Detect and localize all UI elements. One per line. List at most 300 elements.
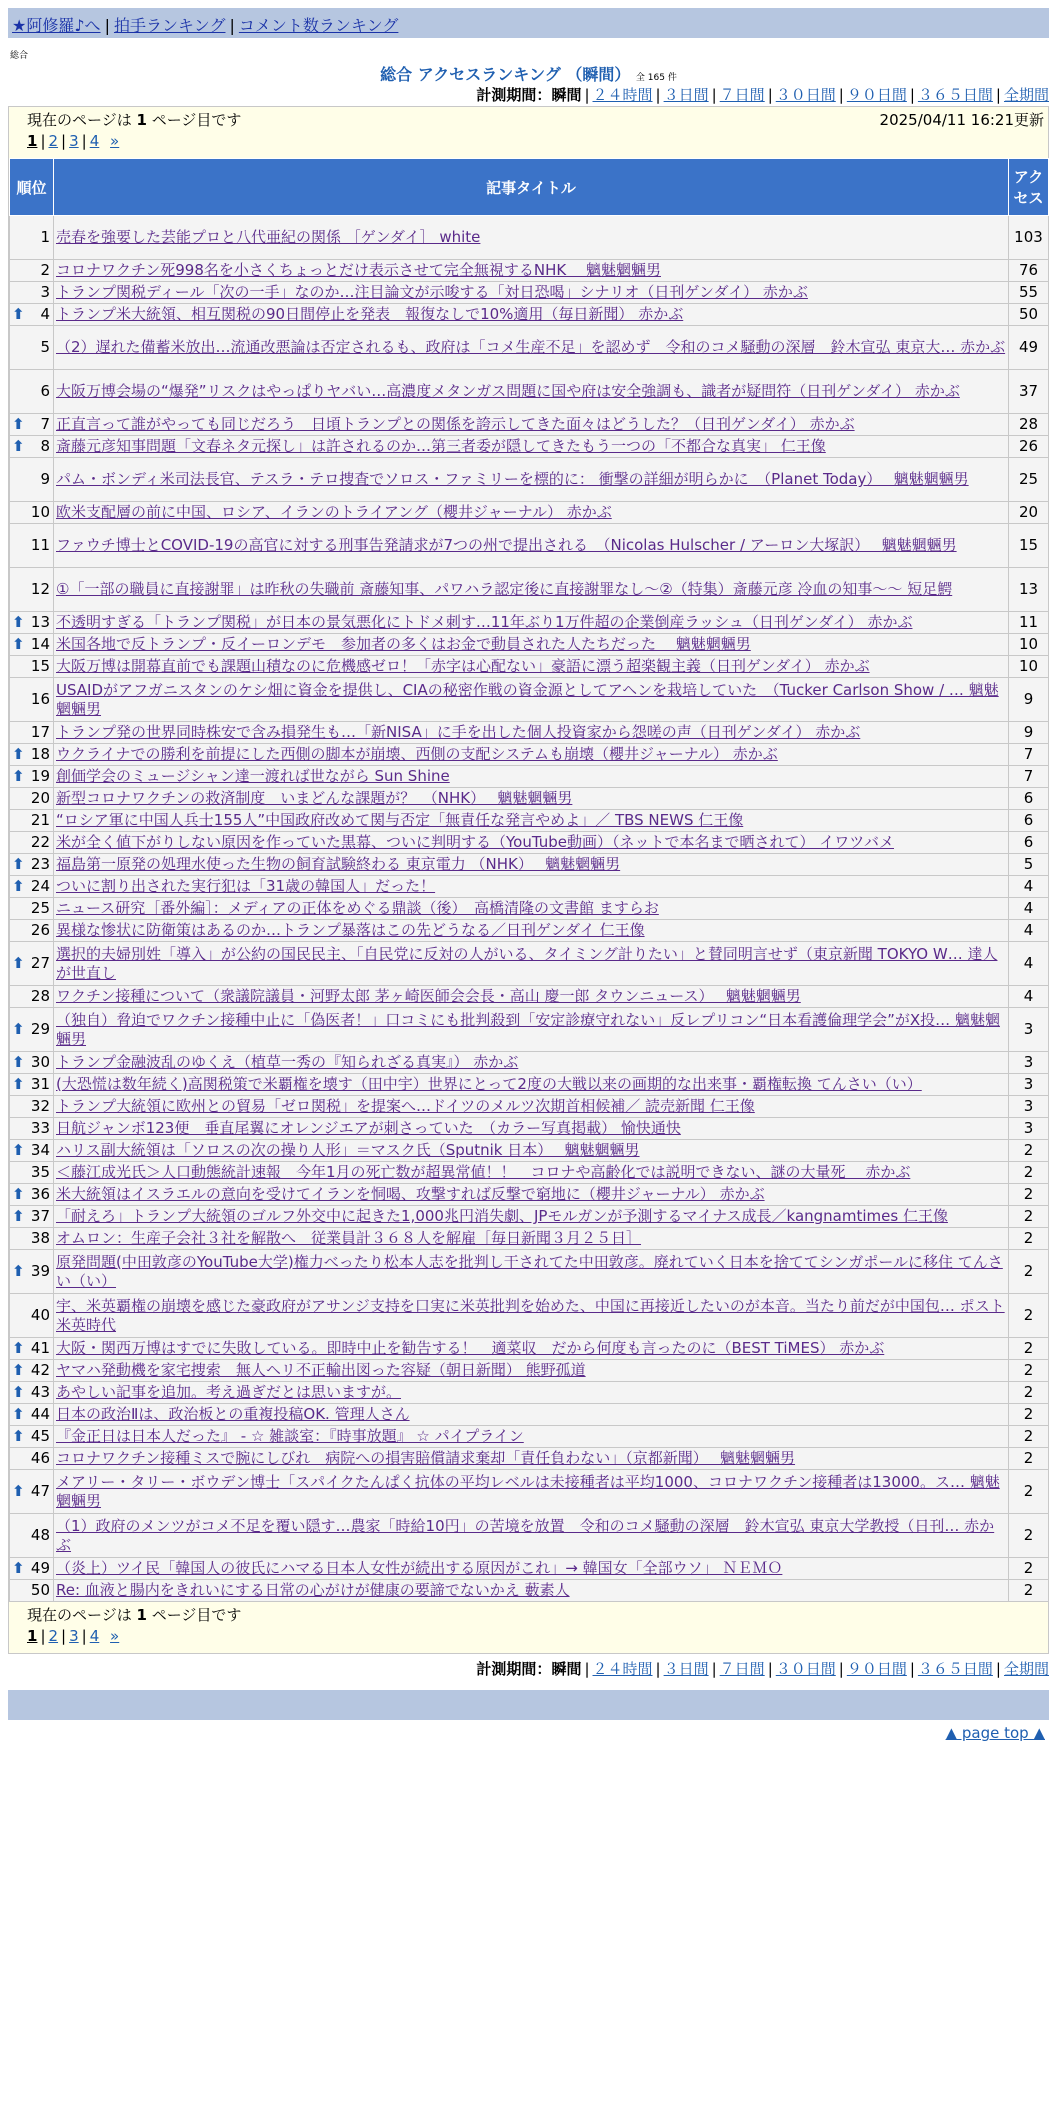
nav-applause-ranking-link[interactable]: 拍手ランキング (113, 16, 226, 35)
article-title-link[interactable]: あやしい記事を追加。考え過ぎだとは思いますが。 (56, 1383, 402, 1401)
access-count-cell: 4 (1009, 986, 1049, 1008)
access-count-cell: 6 (1009, 788, 1049, 810)
table-row (10, 1184, 1049, 1206)
rank-number: 14 (30, 635, 50, 653)
title-cell (54, 260, 1009, 282)
up-arrow-icon: ⬆ (12, 437, 25, 455)
current-page-number: 1 (136, 111, 147, 129)
period-option-link[interactable]: ９０日間 (846, 86, 907, 104)
rank-number: 47 (30, 1482, 50, 1500)
updated-timestamp: 2025/04/11 16:21更新 (879, 111, 1044, 129)
access-count-cell: 26 (1009, 436, 1049, 458)
access-count-cell: 5 (1009, 854, 1049, 876)
separator: | (655, 86, 661, 104)
pagination (27, 1627, 1042, 1645)
up-arrow-icon: ⬆ (12, 954, 25, 972)
article-title-link[interactable]: 不透明すぎる「トランプ関税」が日本の景気悪化にトドメ刺す…11年ぶり1万件超の企業倒産ラッシュ（日刊ゲンダイ） 赤かぶ (56, 613, 913, 631)
article-title-link[interactable]: トランプ金融波乱のゆくえ（植草一秀の『知られざる真実』） 赤かぶ (56, 1053, 519, 1071)
period-label: 計測期間： (476, 1660, 552, 1678)
pagination-next-link[interactable]: » (110, 132, 120, 150)
access-count-cell: 9 (1009, 678, 1049, 722)
title-cell (54, 832, 1009, 854)
rank-cell (10, 568, 54, 612)
table-row (10, 326, 1049, 370)
article-title-link[interactable]: (大恐慌は数年続く)高関税策で米覇権を壊す（田中宇）世界にとって2度の大戦以来の画期的な出来事・覇権転換 てんさい（い） (56, 1075, 922, 1093)
article-title-link[interactable]: 大阪・関西万博はすでに失敗している。即時中止を勧告する！ 適菜収 だから何度も言ったのに（BEST TiMES） 赤かぶ (56, 1339, 885, 1357)
separator: | (838, 86, 844, 104)
access-count-cell: 4 (1009, 898, 1049, 920)
rank-cell (10, 1580, 54, 1602)
separator: | (767, 1660, 773, 1678)
access-count-cell: 2 (1009, 1448, 1049, 1470)
up-arrow-icon: ⬆ (12, 1383, 25, 1401)
article-title-link[interactable]: トランプ大統領に欧州との貿易「ゼロ関税」を提案へ…ドイツのメルツ次期首相候補／ 読売新聞 仁王像 (56, 1097, 755, 1115)
access-count-cell: 37 (1009, 370, 1049, 414)
rank-cell (10, 722, 54, 744)
period-selector (8, 84, 1049, 106)
access-count-cell: 25 (1009, 458, 1049, 502)
table-row (10, 634, 1049, 656)
rank-number: 15 (30, 657, 50, 675)
rank-cell (10, 1074, 54, 1096)
period-current: 瞬間 (551, 1660, 582, 1678)
rank-number: 18 (30, 745, 50, 763)
article-title-link[interactable]: （2）遅れた備蓄米放出…流通改悪論は否定されるも、政府は「コメ生産不足」を認めず 令和のコメ騒動の深層 鈴木宣弘 東京大… 赤かぶ (56, 338, 1006, 356)
rank-cell (10, 832, 54, 854)
table-row (10, 854, 1049, 876)
rank-cell (10, 370, 54, 414)
rank-cell (10, 304, 54, 326)
title-cell (54, 1184, 1009, 1206)
separator: | (711, 1660, 717, 1678)
period-option-link[interactable]: 全期間 (1003, 86, 1049, 104)
access-count-cell: 3 (1009, 1008, 1049, 1052)
access-count-cell: 10 (1009, 656, 1049, 678)
pagination-link[interactable]: 2 (48, 132, 59, 150)
rank-number: 20 (30, 789, 50, 807)
rank-cell (10, 744, 54, 766)
rank-cell (10, 326, 54, 370)
up-arrow-icon: ⬆ (12, 1262, 25, 1280)
up-arrow-icon: ⬆ (12, 1482, 25, 1500)
current-page-number: 1 (136, 1606, 147, 1624)
article-title-link[interactable]: ＜藤江成光氏＞人口動態統計速報 今年1月の死亡数が超異常値！！ コロナや高齢化では説明できない、謎の大量死 赤かぶ (56, 1163, 911, 1181)
up-arrow-icon: ⬆ (12, 1559, 25, 1577)
rank-number: 2 (40, 261, 50, 279)
period-option-link[interactable]: ３０日間 (775, 1660, 836, 1678)
title-cell (54, 1206, 1009, 1228)
article-title-link[interactable]: ヤマハ発動機を家宅捜索 無人ヘリ不正輸出図った容疑（朝日新聞） 熊野孤道 (56, 1361, 586, 1379)
rank-cell (10, 1514, 54, 1558)
table-row (10, 722, 1049, 744)
access-count-cell: 2 (1009, 1360, 1049, 1382)
article-title-link[interactable]: トランプ関税ディール「次の一手」なのか…注目論文が示唆する「対日恐喝」シナリオ（日刊ゲンダイ） 赤かぶ (56, 283, 808, 301)
period-option-link[interactable]: ３６５日間 (917, 1660, 993, 1678)
access-count-cell: 55 (1009, 282, 1049, 304)
article-title-link[interactable]: 欧米支配層の前に中国、ロシア、イランのトライアング（櫻井ジャーナル） 赤かぶ (56, 503, 612, 521)
table-row (10, 986, 1049, 1008)
title-cell (54, 216, 1009, 260)
period-option-link[interactable]: ３０日間 (775, 86, 836, 104)
top-nav-bar: ★阿修羅♪へ | 拍手ランキング | コメント数ランキング (8, 8, 1049, 38)
table-row (10, 1404, 1049, 1426)
rank-cell (10, 1294, 54, 1338)
separator: | (995, 1660, 1001, 1678)
access-count-cell: 2 (1009, 1140, 1049, 1162)
rank-number: 4 (40, 305, 50, 323)
access-count-cell: 6 (1009, 810, 1049, 832)
separator: | (767, 86, 773, 104)
rank-number: 8 (40, 437, 50, 455)
article-title-link[interactable]: 異様な惨状に防衛策はあるのか…トランプ暴落はこの先どうなる／日刊ゲンダイ 仁王像 (56, 921, 645, 939)
article-title-link[interactable]: 日本の政治Ⅱは、政治板との重複投稿OK. 管理人さん (56, 1405, 410, 1423)
up-arrow-icon: ⬆ (12, 1339, 25, 1357)
rank-number: 11 (30, 536, 50, 554)
nav-comment-ranking-link[interactable]: コメント数ランキング (238, 16, 399, 35)
access-count-cell: 7 (1009, 744, 1049, 766)
article-title-link[interactable]: パム・ボンディ米司法長官、テスラ・テロ捜査でソロス・ファミリーを標的に： 衝撃の詳細が明らかに （Planet Today） 魑魅魍魎男 (56, 470, 969, 488)
rank-cell (10, 1228, 54, 1250)
rank-cell (10, 1008, 54, 1052)
separator: | (81, 132, 87, 150)
table-row (10, 1514, 1049, 1558)
article-title-link[interactable]: メアリー・タリー・ボウデン博士「スパイクたんぱく抗体の平均レベルは未接種者は平均1000、コロナワクチン接種者は13000。ス… 魑魅魍魎男 (56, 1472, 1000, 1510)
title-cell (54, 1514, 1009, 1558)
access-count-cell: 2 (1009, 1206, 1049, 1228)
rank-number: 46 (30, 1449, 50, 1467)
title-cell (54, 1382, 1009, 1404)
rank-number: 5 (40, 338, 50, 356)
rank-cell (10, 436, 54, 458)
title-cell (54, 502, 1009, 524)
page-top-link[interactable]: ▲ page top ▲ (945, 1724, 1045, 1742)
separator (102, 1627, 107, 1645)
article-title-link[interactable]: ワクチン接種について（衆議院議員・河野太郎 茅ヶ崎医師会会長・高山 慶一郎 タウンニュース） 魑魅魍魎男 (56, 987, 801, 1005)
separator: | (81, 1627, 87, 1645)
rank-number: 33 (30, 1119, 50, 1137)
article-title-link[interactable]: Re: 血液と腸内をきれいにする日常の心がけが健康の要諦でないかえ 藪素人 (56, 1581, 570, 1599)
rank-cell (10, 942, 54, 986)
table-row (10, 568, 1049, 612)
article-title-link[interactable]: コロナワクチン接種ミスで腕にしびれ 病院への損害賠償請求棄却「責任負わない」（京都新聞） 魑魅魍魎男 (56, 1449, 796, 1467)
article-title-link[interactable]: オムロン：生産子会社３社を解散へ 従業員計３６８人を解雇［毎日新聞３月２５日］ (56, 1229, 642, 1247)
table-row (10, 1118, 1049, 1140)
article-title-link[interactable]: ハリス副大統領は「ソロスの次の操り人形」＝マスク氏（Sputnik 日本） 魑魅魍魎男 (56, 1141, 640, 1159)
rank-number: 26 (30, 921, 50, 939)
article-title-link[interactable]: “ロシア軍に中国人兵士155人”中国政府改めて関与否定「無責任な発言やめよ」／ TBS NEWS 仁王像 (56, 811, 744, 829)
rank-cell (10, 1382, 54, 1404)
page-text-before: 現在のページは (27, 111, 137, 129)
article-title-link[interactable]: ①「一部の職員に直接謝罪」は昨秋の失職前 斎藤知事、パワハラ認定後に直接謝罪なし〜②（特集）斎藤元彦 冷血の知事〜〜 短足鰐 (56, 580, 953, 598)
separator: | (61, 1627, 67, 1645)
rank-number: 19 (30, 767, 50, 785)
access-count-cell: 13 (1009, 568, 1049, 612)
rank-cell (10, 216, 54, 260)
rank-cell (10, 766, 54, 788)
article-title-link[interactable]: 福島第一原発の処理水使った生物の飼育試験終わる 東京電力 （NHK） 魑魅魍魎男 (56, 855, 621, 873)
rank-number: 37 (30, 1207, 50, 1225)
separator: | (909, 86, 915, 104)
title-cell (54, 986, 1009, 1008)
table-row (10, 260, 1049, 282)
article-title-link[interactable]: 創価学会のミュージシャン達一渡れば世ながら Sun Shine (56, 767, 450, 785)
table-row (10, 414, 1049, 436)
article-title-link[interactable]: （炎上）ツイ民「韓国人の彼氏にハマる日本人女性が続出する原因がこれ」→ 韓国女「全部ウソ」 ＮＥＭＯ (56, 1559, 783, 1577)
title-cell (54, 1470, 1009, 1514)
access-count-cell: 3 (1009, 1118, 1049, 1140)
pagination-current: 1 (27, 132, 38, 150)
rank-number: 24 (30, 877, 50, 895)
rank-number: 6 (40, 382, 50, 400)
title-cell (54, 1580, 1009, 1602)
title-cell (54, 304, 1009, 326)
up-arrow-icon: ⬆ (12, 1185, 25, 1203)
separator (102, 132, 107, 150)
article-title-link[interactable]: ついに割り出された実行犯は「31歳の韓国人」だった！ (56, 877, 436, 895)
article-title-link[interactable]: 原発問題(中田敦彦のYouTube大学)権力べったり松本人志を批判し干されてた中田敦彦。廃れていく日本を捨ててシンガポールに移住 てんさい（い） (56, 1252, 1003, 1290)
page-title-text: 総合 アクセスランキング （瞬間） (380, 65, 631, 84)
table-row (10, 832, 1049, 854)
access-count-cell: 2 (1009, 1250, 1049, 1294)
table-row (10, 810, 1049, 832)
rank-cell (10, 898, 54, 920)
page-top-area (8, 1720, 1049, 1754)
table-row (10, 1360, 1049, 1382)
period-option-link[interactable]: ７日間 (719, 86, 765, 104)
rank-number: 27 (30, 954, 50, 972)
title-cell (54, 766, 1009, 788)
rank-cell (10, 1426, 54, 1448)
table-header-row (10, 159, 1049, 216)
rank-cell (10, 414, 54, 436)
article-title-link[interactable]: ウクライナでの勝利を前提にした西側の脚本が崩壊、西側の支配システムも崩壊（櫻井ジャーナル） 赤かぶ (56, 745, 778, 763)
rank-cell (10, 1096, 54, 1118)
period-option-link[interactable]: ３日間 (663, 1660, 709, 1678)
rank-number: 45 (30, 1427, 50, 1445)
table-row (10, 744, 1049, 766)
title-cell (54, 1096, 1009, 1118)
rank-number: 38 (30, 1229, 50, 1247)
access-count-cell: 2 (1009, 1294, 1049, 1338)
footer-bar (8, 1690, 1049, 1720)
up-arrow-icon: ⬆ (12, 1361, 25, 1379)
pagination-link[interactable]: 3 (69, 132, 79, 150)
separator: | (838, 1660, 844, 1678)
period-option-link[interactable]: ２４時間 (592, 1660, 653, 1678)
pagination-next-link[interactable]: » (110, 1627, 120, 1645)
article-title-link[interactable]: 米国各地で反トランプ・反イーロンデモ 参加者の多くはお金で動員された人たちだった 魑魅魍魎男 (56, 635, 751, 653)
title-cell (54, 1338, 1009, 1360)
article-title-link[interactable]: 選択的夫婦別姓「導入」が公約の国民民主、「自民党に反対の人がいる、タイミング計りたい」と賛同明言せず（東京新聞 TOKYO W… 達人が世直し (56, 944, 998, 982)
article-title-link[interactable]: 大阪万博は開幕直前でも課題山積なのに危機感ゼロ！「赤字は心配ない」豪語に漂う超楽観主義（日刊ゲンダイ） 赤かぶ (56, 657, 870, 675)
separator: | (40, 1627, 46, 1645)
access-count-cell: 3 (1009, 1096, 1049, 1118)
up-arrow-icon: ⬆ (12, 415, 25, 433)
separator: | (40, 132, 46, 150)
rank-cell (10, 1338, 54, 1360)
rank-number: 29 (30, 1020, 50, 1038)
title-cell (54, 458, 1009, 502)
title-cell (54, 876, 1009, 898)
pagination-link[interactable]: 3 (69, 1627, 79, 1645)
rank-number: 39 (30, 1262, 50, 1280)
rank-cell (10, 1184, 54, 1206)
access-count-cell: 11 (1009, 612, 1049, 634)
access-count-cell: 7 (1009, 766, 1049, 788)
rank-number: 7 (40, 415, 50, 433)
up-arrow-icon: ⬆ (12, 745, 25, 763)
article-title-link[interactable]: （1）政府のメンツがコメ不足を覆い隠す…農家「時給10円」の苦境を放置 令和のコメ騒動の深層 鈴木宣弘 東京大学教授（日刊… 赤かぶ (56, 1516, 995, 1554)
period-option-link[interactable]: ２４時間 (592, 86, 653, 104)
table-row (10, 1008, 1049, 1052)
article-title-link[interactable]: コロナワクチン死998名を小さくちょっとだけ表示させて完全無視するNHK 魑魅魍魎男 (56, 261, 661, 279)
article-title-link[interactable]: （独自）脅迫でワクチン接種中止に「偽医者！」口コミにも批判殺到「安定診療守れない」反レプリコン“日本看護倫理学会”がX投… 魑魅魍魎男 (56, 1010, 1000, 1048)
section-label: 総合 (10, 51, 29, 61)
article-title-link[interactable]: 米大統領はイスラエルの意向を受けてイランを恫喝、攻撃すれば反撃で窮地に（櫻井ジャーナル） 赤かぶ (56, 1185, 765, 1203)
nav-home-link[interactable]: ★阿修羅♪へ (12, 16, 101, 35)
separator: | (995, 86, 1001, 104)
access-count-cell: 4 (1009, 876, 1049, 898)
up-arrow-icon: ⬆ (12, 1020, 25, 1038)
separator: | (711, 86, 717, 104)
separator: | (584, 86, 590, 104)
separator: | (584, 1660, 590, 1678)
rank-cell (10, 1118, 54, 1140)
rank-cell (10, 920, 54, 942)
page-title (8, 62, 1049, 84)
title-cell (54, 722, 1009, 744)
item-count: 全 165 件 (635, 73, 677, 83)
rank-number: 40 (30, 1306, 50, 1324)
article-title-link[interactable]: 米が全く値下がりしない原因を作っていた黒幕、ついに判明する（YouTube動画）（ネットで本名まで晒されて） イワツバメ (56, 833, 894, 851)
rank-cell (10, 1206, 54, 1228)
table-row (10, 1558, 1049, 1580)
rank-cell (10, 1140, 54, 1162)
access-count-cell: 2 (1009, 1162, 1049, 1184)
title-cell (54, 678, 1009, 722)
article-title-link[interactable]: USAIDがアフガニスタンのケシ畑に資金を提供し、CIAの秘密作戦の資金源としてアヘンを栽培していた （Tucker Carlson Show / … 魑魅魍魎男 (56, 680, 999, 718)
rank-cell (10, 876, 54, 898)
table-row (10, 876, 1049, 898)
pagination-link[interactable]: 4 (89, 132, 100, 150)
rank-cell (10, 282, 54, 304)
table-row (10, 458, 1049, 502)
rank-number: 25 (30, 899, 50, 917)
rank-number: 30 (30, 1053, 50, 1071)
rank-cell (10, 1448, 54, 1470)
article-title-link[interactable]: 売春を強要した芸能プロと八代亜紀の関係 ［ゲンダイ］ white (56, 228, 481, 246)
access-count-cell: 2 (1009, 1404, 1049, 1426)
period-option-link[interactable]: ３６５日間 (917, 86, 993, 104)
title-cell (54, 744, 1009, 766)
access-count-cell: 2 (1009, 1338, 1049, 1360)
rank-number: 3 (40, 283, 50, 301)
access-count-cell: 50 (1009, 304, 1049, 326)
rank-number: 22 (30, 833, 50, 851)
rank-number: 10 (30, 503, 50, 521)
article-title-link[interactable]: 斎藤元彦知事問題「文春ネタ元探し」は許されるのか…第三者委が隠してきたもう一つの「不都合な真実」 仁王像 (56, 437, 826, 455)
access-count-cell: 2 (1009, 1470, 1049, 1514)
title-cell (54, 326, 1009, 370)
period-option-link[interactable]: ９０日間 (846, 1660, 907, 1678)
article-title-link[interactable]: 新型コロナワクチンの救済制度 いまどんな課題が？ （NHK） 魑魅魍魎男 (56, 789, 573, 807)
page-text-after: ページ目です (146, 1606, 242, 1624)
table-row (10, 282, 1049, 304)
title-cell (54, 1404, 1009, 1426)
pagination-link[interactable]: 4 (89, 1627, 100, 1645)
access-count-cell: 4 (1009, 942, 1049, 986)
separator: | (61, 132, 67, 150)
title-cell (54, 1294, 1009, 1338)
access-count-cell: 15 (1009, 524, 1049, 568)
up-arrow-icon: ⬆ (12, 635, 25, 653)
title-cell (54, 656, 1009, 678)
page-info-bottom (9, 1602, 1048, 1653)
period-option-link[interactable]: ３日間 (663, 86, 709, 104)
table-row (10, 1162, 1049, 1184)
title-cell (54, 1140, 1009, 1162)
page-info-top (9, 107, 1048, 158)
article-title-link[interactable]: 大阪万博会場の“爆発”リスクはやっぱりヤバい…高濃度メタンガス問題に国や府は安全強調も、識者が疑問符（日刊ゲンダイ） 赤かぶ (56, 382, 960, 400)
access-count-cell: 76 (1009, 260, 1049, 282)
period-option-link[interactable]: ７日間 (719, 1660, 765, 1678)
rank-number: 44 (30, 1405, 50, 1423)
table-row (10, 656, 1049, 678)
rank-column-header: 順位 (10, 159, 54, 216)
table-row (10, 436, 1049, 458)
title-cell (54, 1162, 1009, 1184)
rank-cell (10, 854, 54, 876)
article-title-link[interactable]: 宇、米英覇権の崩壊を感じた豪政府がアサンジ支持を口実に米英批判を始めた、中国に再接近したいのが本音。当たり前だが中国包… ポスト米英時代 (56, 1296, 1005, 1334)
table-row (10, 1426, 1049, 1448)
access-count-cell: 103 (1009, 216, 1049, 260)
rank-cell (10, 634, 54, 656)
title-cell (54, 612, 1009, 634)
article-title-link[interactable]: 日航ジャンボ123便 垂直尾翼にオレンジエアが刺さっていた （カラー写真掲載） 愉快通快 (56, 1119, 681, 1137)
article-title-link[interactable]: 正直言って誰がやっても同じだろう 日頃トランプとの関係を誇示してきた面々はどうした？（日刊ゲンダイ） 赤かぶ (56, 415, 855, 433)
period-option-link[interactable]: 全期間 (1003, 1660, 1049, 1678)
up-arrow-icon: ⬆ (12, 767, 25, 785)
rank-number: 9 (40, 470, 50, 488)
article-title-link[interactable]: ファウチ博士とCOVID-19の高官に対する刑事告発請求が7つの州で提出される （Nicolas Hulscher / アーロン大塚訳） 魑魅魍魎男 (56, 536, 957, 554)
pagination-link[interactable]: 2 (48, 1627, 59, 1645)
table-row (10, 1140, 1049, 1162)
rank-number: 36 (30, 1185, 50, 1203)
rank-cell (10, 260, 54, 282)
rank-cell (10, 1250, 54, 1294)
access-count-cell: 9 (1009, 722, 1049, 744)
up-arrow-icon: ⬆ (12, 1141, 25, 1159)
table-row (10, 1074, 1049, 1096)
table-row (10, 1096, 1049, 1118)
article-title-link[interactable]: 『金正日は日本人だった』 - ☆ 雑談室：『時事放題』 ☆ パイプライン (56, 1427, 524, 1445)
up-arrow-icon: ⬆ (12, 1207, 25, 1225)
title-cell (54, 898, 1009, 920)
article-title-link[interactable]: トランプ発の世界同時株安で含み損発生も…「新NISA」に手を出した個人投資家から怨嗟の声（日刊ゲンダイ） 赤かぶ (56, 723, 861, 741)
rank-cell (10, 678, 54, 722)
article-title-link[interactable]: トランプ米大統領、相互関税の90日間停止を発表 報復なしで10%適用（毎日新聞） 赤かぶ (56, 305, 684, 323)
title-cell (54, 634, 1009, 656)
rank-number: 43 (30, 1383, 50, 1401)
rank-number: 17 (30, 723, 50, 741)
title-cell (54, 1008, 1009, 1052)
title-cell (54, 370, 1009, 414)
table-row (10, 1382, 1049, 1404)
article-title-link[interactable]: 「耐えろ」トランプ大統領のゴルフ外交中に起きた1,000兆円消失劇、JPモルガンが予測するマイナス成長／kangnamtimes 仁王像 (56, 1207, 948, 1225)
rank-number: 1 (40, 228, 50, 246)
article-title-link[interactable]: ニュース研究［番外編］：メディアの正体をめぐる鼎談（後） 高橋清隆の文書館 ますらお (56, 899, 659, 917)
table-row (10, 1448, 1049, 1470)
